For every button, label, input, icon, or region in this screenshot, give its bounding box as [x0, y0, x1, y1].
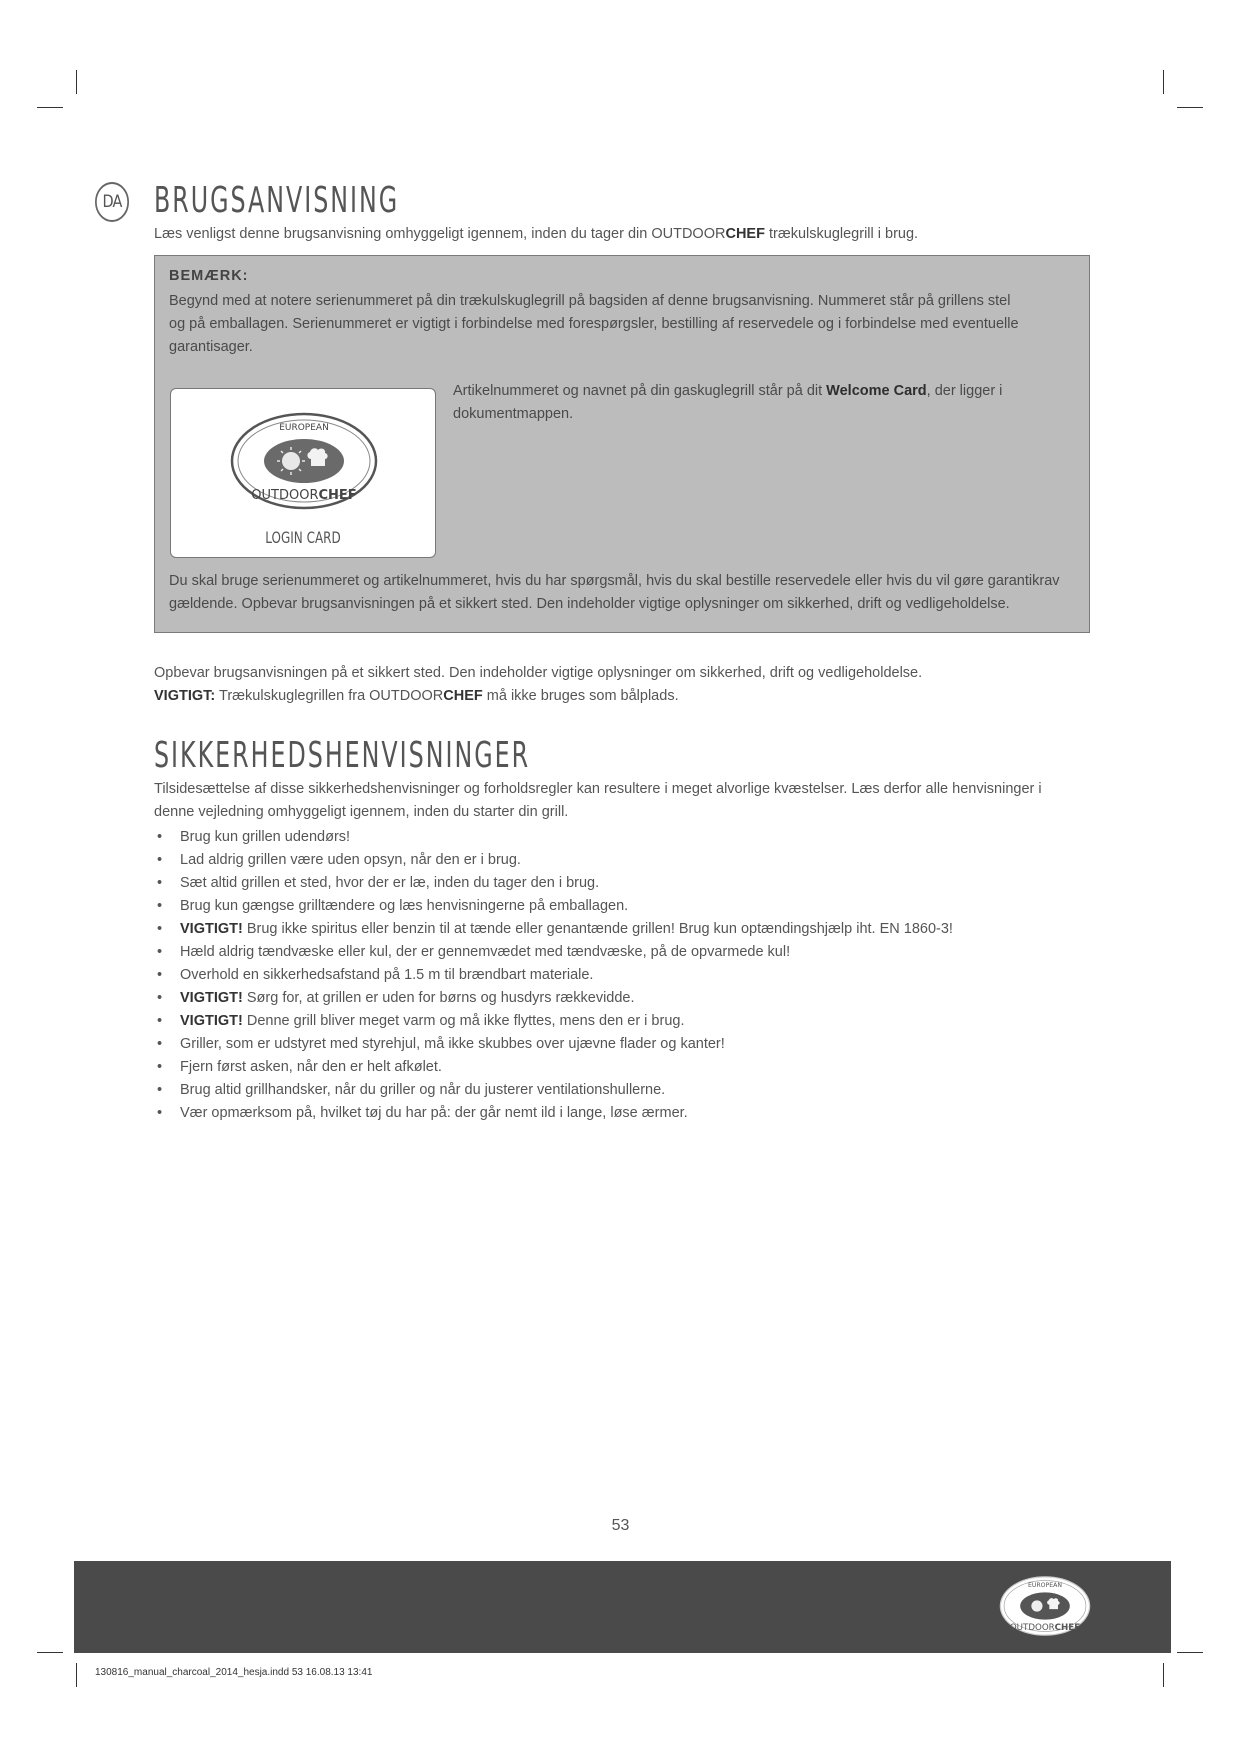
notice-title: BEMÆRK:	[169, 268, 249, 284]
crop-mark	[1177, 1652, 1203, 1653]
list-item: • Griller, som er udstyret med styrehjul, må ikke skubbes over ujævne flader og kanter!	[154, 1033, 953, 1056]
notice-paragraph-welcome-card: Artikelnummeret og navnet på din gaskuglegrill står på dit Welcome Card, der ligger i dokumentmappen.	[453, 383, 1003, 422]
list-item: • VIGTIGT! Sørg for, at grillen er uden for børns og husdyrs rækkevidde.	[154, 987, 953, 1010]
crop-mark	[1177, 107, 1203, 108]
list-item: • VIGTIGT! Denne grill bliver meget varm og må ikke flyttes, mens den er i brug.	[154, 1010, 953, 1033]
list-item: • Vær opmærksom på, hvilket tøj du har på: der går nemt ild i lange, løse ærmer.	[154, 1102, 953, 1125]
safety-intro: Tilsidesættelse af disse sikkerhedshenvisninger og forholdsregler kan resultere i meget alvorlige kvæstelser. Læs derfor alle henvisninger i denne vejledning omhyggeligt igennem, inden du starter din grill.	[154, 781, 1042, 820]
crop-mark	[1163, 1663, 1164, 1687]
language-badge: DA	[95, 182, 129, 222]
list-item: • Lad aldrig grillen være uden opsyn, når den er i brug.	[154, 849, 953, 872]
notice-paragraph-1: Begynd med at notere serienummeret på din trækulskuglegrill på bagsiden af denne brugsanvisning. Nummeret står på grillens stel og på emballagen. Serienummeret er vigtigt i forbindelse med forespørgsler, bestilling af reservedele og i forbindelse med eventuelle garantisager.	[169, 293, 1019, 355]
list-item: • VIGTIGT! Brug ikke spiritus eller benzin til at tænde eller genantænde grillen! Brug kun optændingshjælp iht. EN 1860-3!	[154, 918, 953, 941]
logo-text-european: EUROPEAN	[279, 423, 329, 433]
login-card-label: LOGIN CARD	[265, 528, 341, 547]
notice-paragraph-3: Du skal bruge serienummeret og artikelnummeret, hvis du har spørgsmål, hvis du skal bestille reservedele eller hvis du vil gøre garantikrav gældende. Opbevar brugsanvisningen på et sikkert sted. Den indeholder vigtige oplysninger om sikkerhed, drift og vedligeholdelse.	[169, 573, 1060, 612]
crop-mark	[76, 1663, 77, 1687]
login-card-illustration	[170, 388, 436, 558]
crop-mark	[76, 70, 77, 94]
crop-mark	[37, 1652, 63, 1653]
file-slug: 130816_manual_charcoal_2014_hesja.indd 53 16.08.13 13:41	[95, 1667, 373, 1678]
crop-mark	[37, 107, 63, 108]
storage-note: Opbevar brugsanvisningen på et sikkert sted. Den indeholder vigtige oplysninger om sikkerhed, drift og vedligeholdelse. VIGTIGT: Trækulskuglegrillen fra OUTDOORCHEF må ikke bruges som bålplads.	[154, 665, 923, 704]
safety-list	[154, 826, 953, 1125]
logo-text-outdoorchef: OUTDOORCHEF	[251, 488, 357, 503]
list-item: • Fjern først asken, når den er helt afkølet.	[154, 1056, 953, 1079]
footer-bar	[74, 1561, 1171, 1653]
intro-text: Læs venligst denne brugsanvisning omhyggeligt igennem, inden du tager din OUTDOORCHEF trækulskuglegrill i brug.	[154, 226, 919, 242]
notice-box	[154, 255, 1090, 633]
list-item: • Brug kun grillen udendørs!	[154, 826, 953, 849]
list-item: • Brug kun gængse grilltændere og læs henvisningerne på emballagen.	[154, 895, 953, 918]
footer-outdoorchef-logo-icon	[997, 1575, 1093, 1637]
footer-logo-text-european: EUROPEAN	[1027, 1581, 1063, 1589]
section-title-sikkerhedshenvisninger: SIKKERHEDSHENVISNINGER	[154, 735, 531, 776]
page-number: 53	[611, 1517, 630, 1534]
crop-mark	[1163, 70, 1164, 94]
footer-logo-text-outdoorchef: OUTDOORCHEF	[1009, 1623, 1081, 1634]
section-title-brugsanvisning: BRUGSANVISNING	[154, 180, 400, 221]
list-item: • Hæld aldrig tændvæske eller kul, der er gennemvædet med tændvæske, på de opvarmede kul!	[154, 941, 953, 964]
list-item: • Brug altid grillhandsker, når du griller og når du justerer ventilationshullerne.	[154, 1079, 953, 1102]
outdoorchef-logo-icon	[229, 411, 379, 511]
list-item: • Sæt altid grillen et sted, hvor der er læ, inden du tager den i brug.	[154, 872, 953, 895]
list-item: • Overhold en sikkerhedsafstand på 1.5 m til brændbart materiale.	[154, 964, 953, 987]
